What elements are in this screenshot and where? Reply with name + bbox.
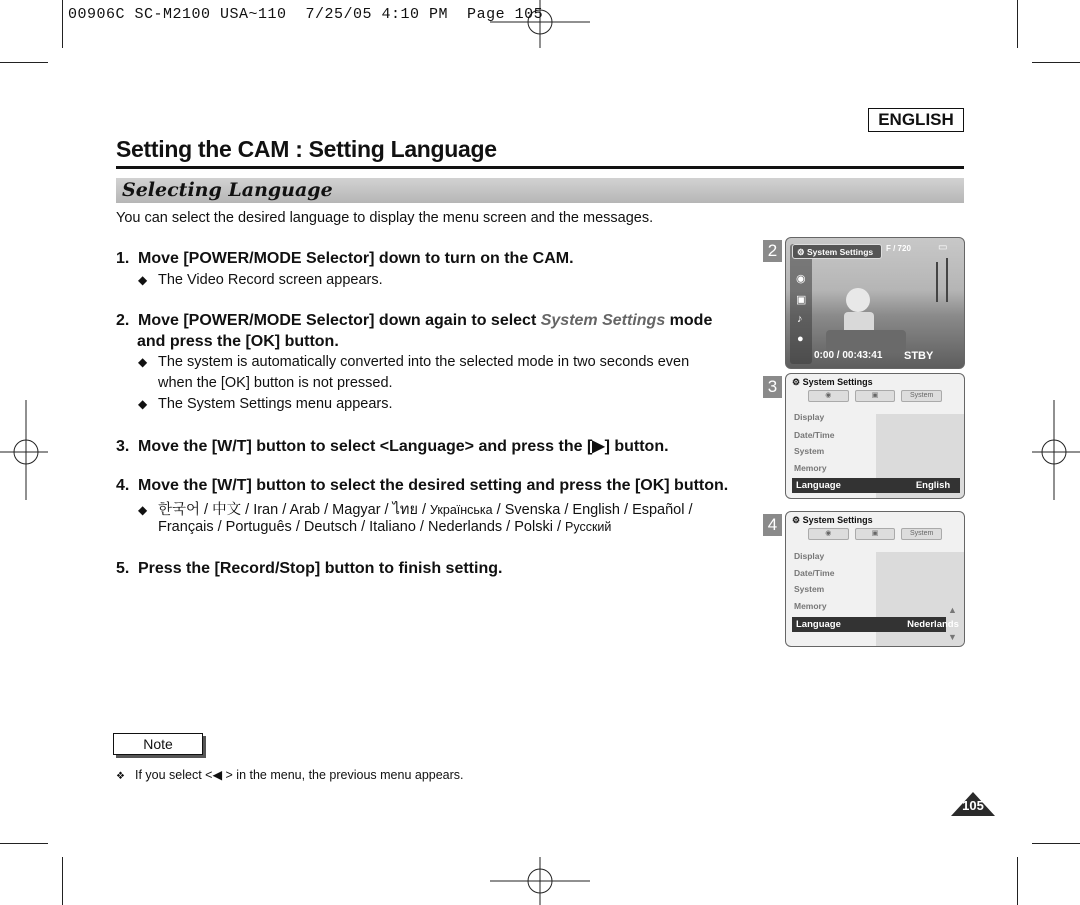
crop-mark	[62, 857, 63, 905]
intro-text: You can select the desired language to display the menu screen and the messages.	[116, 210, 654, 226]
screen-label: 2	[763, 240, 782, 262]
crop-mark	[62, 0, 63, 48]
camera-icon: ▣	[796, 294, 807, 306]
menu-item-value: Nederlands	[907, 619, 959, 630]
tab-photo[interactable]: ▣	[855, 528, 896, 540]
step-number: 3.	[116, 438, 130, 455]
menu-tabs	[808, 528, 942, 540]
step-number: 2.	[116, 312, 130, 329]
settings-icon: ⚙	[797, 247, 807, 257]
scroll-up-icon[interactable]: ▲	[948, 605, 957, 615]
tab-photo[interactable]: ▣	[855, 390, 896, 402]
tab-video[interactable]: ◉	[808, 528, 849, 540]
diamond-bullet-icon: ◆	[138, 503, 148, 517]
camera-screen-preview	[785, 237, 965, 369]
menu-header	[786, 374, 964, 390]
registration-mark-bottom-icon	[490, 857, 590, 905]
menu-tabs	[808, 390, 942, 402]
settings-icon: ⚙	[792, 377, 803, 387]
step-4	[116, 477, 728, 495]
quality-indicator: F / 720	[886, 244, 911, 253]
mode-tag	[792, 244, 882, 259]
crop-mark	[0, 843, 48, 844]
tab-video[interactable]: ◉	[808, 390, 849, 402]
menu-title: System Settings	[802, 515, 873, 525]
settings-icon: ⚙	[792, 515, 803, 525]
step-number: 5.	[116, 560, 130, 577]
menu-item-memory[interactable]: Memory	[794, 601, 827, 611]
step-text-continued: and press the [OK] button.	[137, 333, 339, 350]
page-number-badge	[950, 790, 996, 818]
diamond-bullet-icon: ◆	[138, 273, 148, 287]
step-5	[116, 560, 502, 578]
menu-item-key: Language	[796, 619, 841, 630]
tab-system[interactable]: System	[901, 390, 942, 402]
language-list-continued	[158, 519, 611, 535]
registration-mark-left-icon	[0, 400, 48, 500]
screen-label: 4	[763, 514, 782, 536]
language-list: Русский	[565, 520, 612, 534]
mode-tag-label: System Settings	[806, 247, 874, 257]
step-2	[116, 312, 712, 330]
step-1	[116, 250, 574, 268]
step-3	[116, 436, 669, 456]
section-title: Selecting Language	[122, 179, 333, 201]
bullet-text: The System Settings menu appears.	[158, 396, 393, 412]
page-number: 105	[962, 798, 984, 813]
crop-mark	[1017, 857, 1018, 905]
menu-item-system[interactable]: System	[794, 446, 825, 456]
crop-mark	[1032, 62, 1080, 63]
bullet-item	[138, 354, 689, 370]
step-highlight: System Settings	[540, 312, 666, 329]
note-body: If you select <◀ > in the menu, the previous menu appears.	[134, 768, 464, 782]
step-number: 1.	[116, 250, 130, 267]
music-icon: ♪	[797, 313, 803, 325]
screen-label: 3	[763, 376, 782, 398]
timecode: 0:00 / 00:43:41	[814, 350, 883, 361]
step-text: mode	[665, 312, 713, 329]
diamond-bullet-icon: ◆	[138, 397, 148, 411]
bullet-item	[138, 396, 393, 412]
menu-item-display[interactable]: Display	[794, 551, 825, 561]
scroll-down-icon[interactable]: ▼	[948, 632, 957, 642]
step-number: 4.	[116, 477, 130, 494]
title-divider	[116, 166, 964, 169]
bullet-text-continued: when the [OK] button is not pressed.	[158, 375, 393, 391]
bullet-item	[138, 272, 383, 288]
language-list: Français / Português / Deutsch / Italiano / Nederlands / Polski /	[158, 519, 565, 535]
status-badge: STBY	[904, 350, 934, 362]
menu-item-memory[interactable]: Memory	[794, 463, 827, 473]
menu-item-system[interactable]: System	[794, 584, 825, 594]
language-badge: ENGLISH	[868, 108, 964, 132]
registration-mark-right-icon	[1032, 400, 1080, 500]
note-mark-icon: ❖	[116, 771, 125, 782]
menu-item-value: English	[915, 480, 951, 491]
menu-header	[786, 512, 964, 528]
camcorder-icon: ◉	[796, 273, 806, 285]
menu-item-display[interactable]: Display	[794, 412, 825, 422]
print-header: 00906C SC-M2100 USA~110 7/25/05 4:10 PM Page 105	[68, 6, 544, 23]
note-text	[116, 767, 464, 782]
bullet-text: The system is automatically converted into the selected mode in two seconds even	[158, 354, 690, 370]
note-label: Note	[113, 733, 203, 755]
tab-system[interactable]: System	[901, 528, 942, 540]
bullet-text: The Video Record screen appears.	[158, 272, 383, 288]
diamond-bullet-icon: ◆	[138, 355, 148, 369]
step-text: Move the [W/T] button to select the desired setting and press the [OK] button.	[138, 477, 729, 494]
battery-icon: ▭	[938, 242, 948, 253]
menu-item-key: Language	[796, 480, 841, 491]
language-list: Українська	[430, 503, 493, 517]
step-text: Move the [W/T] button to select <Language> and press the [▶] button.	[138, 438, 669, 455]
system-settings-screen	[785, 511, 965, 647]
bullet-item	[138, 498, 693, 521]
step-text: Press the [Record/Stop] button to finish setting.	[138, 560, 503, 577]
microphone-icon: ●	[797, 333, 804, 345]
menu-item-language-selected[interactable]	[792, 617, 959, 632]
crop-mark	[1017, 0, 1018, 48]
menu-item-date-time[interactable]: Date/Time	[794, 430, 835, 440]
language-list: / Svenska / English / Español /	[492, 502, 693, 518]
page-title: Setting the CAM : Setting Language	[116, 136, 497, 162]
step-text: Move [POWER/MODE Selector] down again to select	[138, 312, 541, 329]
system-settings-screen	[785, 373, 965, 499]
crop-mark	[0, 62, 48, 63]
crop-mark	[1032, 843, 1080, 844]
step-text: Move [POWER/MODE Selector] down to turn on the CAM.	[138, 250, 574, 267]
language-list: 한국어 / 中文 / Iran / Arab / Magyar / ไทย /	[158, 502, 431, 518]
menu-title: System Settings	[802, 377, 873, 387]
menu-item-language-selected[interactable]	[792, 478, 960, 493]
menu-item-date-time[interactable]: Date/Time	[794, 568, 835, 578]
